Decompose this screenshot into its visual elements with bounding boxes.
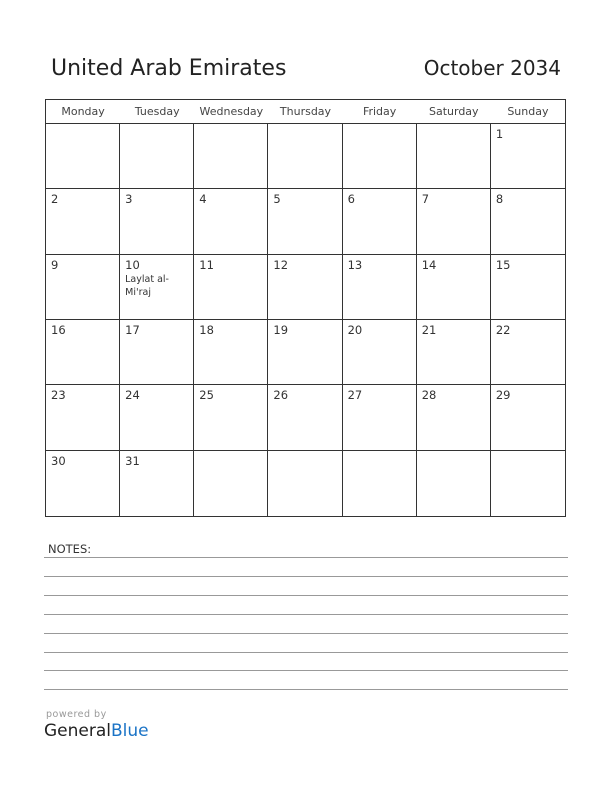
day-cell [46, 255, 120, 320]
notes-line [44, 595, 568, 596]
day-number: 26 [273, 388, 289, 403]
day-cell [120, 385, 194, 450]
day-cell [343, 320, 417, 385]
weekday-header: Thursday [268, 100, 342, 124]
day-cell [194, 189, 268, 254]
day-cell [268, 124, 342, 189]
brand-general: General [44, 721, 111, 741]
weekday-header: Friday [343, 100, 417, 124]
notes-line [44, 576, 568, 577]
day-number: 28 [421, 388, 437, 403]
powered-by-text: powered by [46, 709, 107, 720]
day-number: 24 [125, 388, 140, 403]
day-cell [417, 320, 491, 385]
day-cell [120, 255, 194, 320]
generalblue-logo [44, 721, 149, 741]
day-cell [194, 320, 268, 385]
day-cell [343, 385, 417, 450]
day-cell [120, 124, 194, 189]
day-number: 14 [421, 257, 437, 272]
notes-line [44, 614, 568, 615]
calendar-country-title: United Arab Emirates [51, 56, 287, 81]
day-cell [491, 124, 565, 189]
calendar-grid [45, 99, 566, 517]
day-number: 27 [347, 388, 363, 403]
day-number: 7 [421, 192, 430, 207]
day-cell [343, 189, 417, 254]
day-number: 13 [347, 257, 363, 272]
day-cell [268, 255, 342, 320]
day-number: 25 [199, 388, 214, 403]
day-number: 18 [199, 323, 214, 337]
day-cell [120, 320, 194, 385]
day-number: 5 [273, 192, 281, 207]
day-cell [194, 385, 268, 450]
day-number: 16 [51, 323, 66, 337]
day-cell [343, 451, 417, 516]
notes-line [44, 670, 568, 671]
day-number: 19 [273, 323, 289, 337]
day-cell [417, 451, 491, 516]
day-number: 1 [495, 127, 504, 141]
day-cell [46, 451, 120, 516]
brand-blue: Blue [111, 721, 149, 741]
day-cell [343, 124, 417, 189]
day-cell [491, 385, 565, 450]
day-cell [120, 451, 194, 516]
holiday-event: Laylat al-Mi'raj [125, 273, 169, 298]
day-cell [417, 255, 491, 320]
day-number: 12 [273, 257, 289, 272]
day-number: 8 [495, 192, 504, 207]
day-cell [268, 385, 342, 450]
day-number: 31 [125, 453, 140, 468]
day-number: 29 [495, 388, 511, 403]
day-number: 20 [347, 323, 363, 337]
day-cell [491, 189, 565, 254]
notes-line [44, 652, 568, 653]
day-number: 10 [125, 257, 140, 272]
day-number: 4 [199, 192, 207, 207]
calendar-month-title: October 2034 [423, 56, 561, 80]
weekday-header: Tuesday [120, 100, 194, 124]
day-cell [491, 320, 565, 385]
weekday-header: Sunday [491, 100, 565, 124]
day-number: 9 [51, 257, 59, 272]
day-cell [417, 385, 491, 450]
day-cell [268, 320, 342, 385]
day-cell [46, 124, 120, 189]
day-number: 3 [125, 192, 133, 207]
day-cell [194, 124, 268, 189]
notes-line [44, 633, 568, 634]
day-number: 15 [495, 257, 511, 272]
notes-line [44, 689, 568, 690]
day-cell [417, 189, 491, 254]
day-number: 21 [421, 323, 437, 337]
day-cell [343, 255, 417, 320]
day-cell [46, 189, 120, 254]
day-number: 6 [347, 192, 355, 207]
day-cell [46, 320, 120, 385]
day-number: 23 [51, 388, 66, 403]
day-number: 30 [51, 453, 66, 468]
weekday-header: Saturday [417, 100, 491, 124]
weekday-header: Monday [46, 100, 120, 124]
weekday-header: Wednesday [194, 100, 268, 124]
notes-label: NOTES: [48, 542, 92, 556]
day-cell [491, 255, 565, 320]
day-cell [120, 189, 194, 254]
notes-line [44, 557, 568, 558]
day-cell [268, 451, 342, 516]
day-number: 11 [199, 257, 214, 272]
day-cell [491, 451, 565, 516]
day-cell [268, 189, 342, 254]
day-cell [194, 451, 268, 516]
day-number: 2 [51, 192, 59, 207]
day-cell [46, 385, 120, 450]
day-number: 17 [125, 323, 140, 337]
day-cell [194, 255, 268, 320]
day-cell [417, 124, 491, 189]
day-number: 22 [495, 323, 511, 337]
